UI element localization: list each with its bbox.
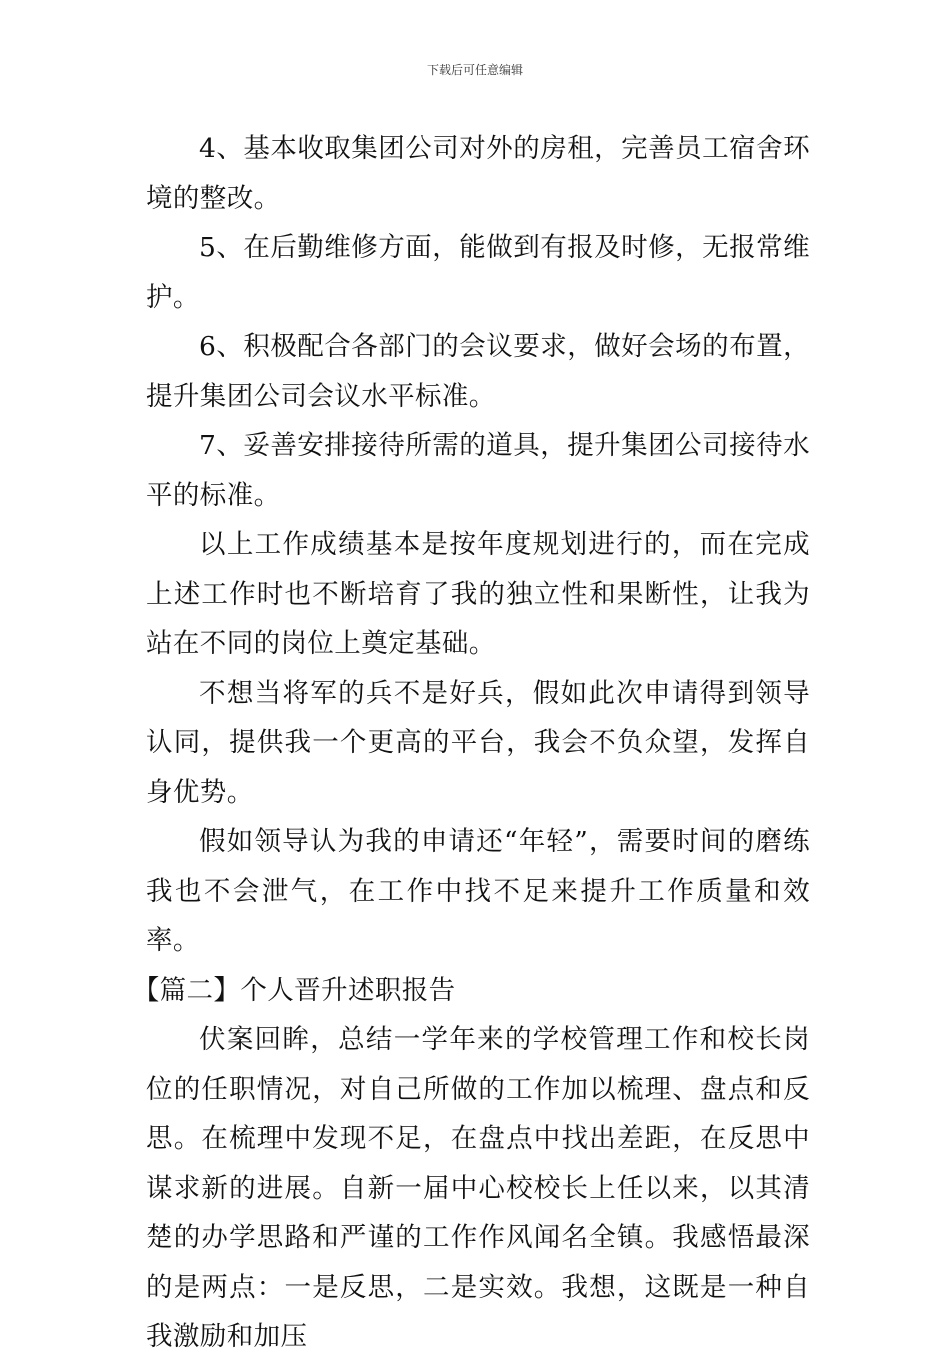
section-heading: 【篇二】个人晋升述职报告 bbox=[132, 974, 456, 1006]
paragraph-item-7: 7、妥善安排接待所需的道具，提升集团公司接待水平的标准。 bbox=[146, 430, 810, 511]
paragraph-item-4: 4、基本收取集团公司对外的房租，完善员工宿舍环境的整改。 bbox=[146, 133, 810, 214]
paragraph-item-5: 5、在后勤维修方面，能做到有报及时修，无报常维护。 bbox=[146, 232, 810, 313]
paragraph-summary: 以上工作成绩基本是按年度规划进行的，而在完成上述工作时也不断培育了我的独立性和果断性，让我为站在不同的岗位上奠定基础。 bbox=[146, 529, 810, 659]
page-header-note: 下载后可任意编辑 bbox=[426, 63, 523, 77]
document-body bbox=[132, 124, 810, 1362]
paragraph-item-6: 6、积极配合各部门的会议要求，做好会场的布置，提升集团公司会议水平标准。 bbox=[146, 331, 810, 412]
section-paragraph: 伏案回眸，总结一学年来的学校管理工作和校长岗位的任职情况，对自己所做的工作加以梳理、盘点和反思。在梳理中发现不足，在盘点中找出差距，在反思中谋求新的进展。自新一届中心校校长上任以来，以其清楚的办学思路和严谨的工作作风闻名全镇。我感悟最深的是两点：一是反思，二是实效。我想，这既是一种自我激励和加压 bbox=[146, 1024, 810, 1352]
paragraph-ambition: 不想当将军的兵不是好兵，假如此次申请得到领导认同，提供我一个更高的平台，我会不负众望，发挥自身优势。 bbox=[146, 677, 810, 808]
paragraph-patience: 假如领导认为我的申请还“年轻”，需要时间的磨练我也不会泄气，在工作中找不足来提升工作质量和效率。 bbox=[146, 826, 810, 956]
